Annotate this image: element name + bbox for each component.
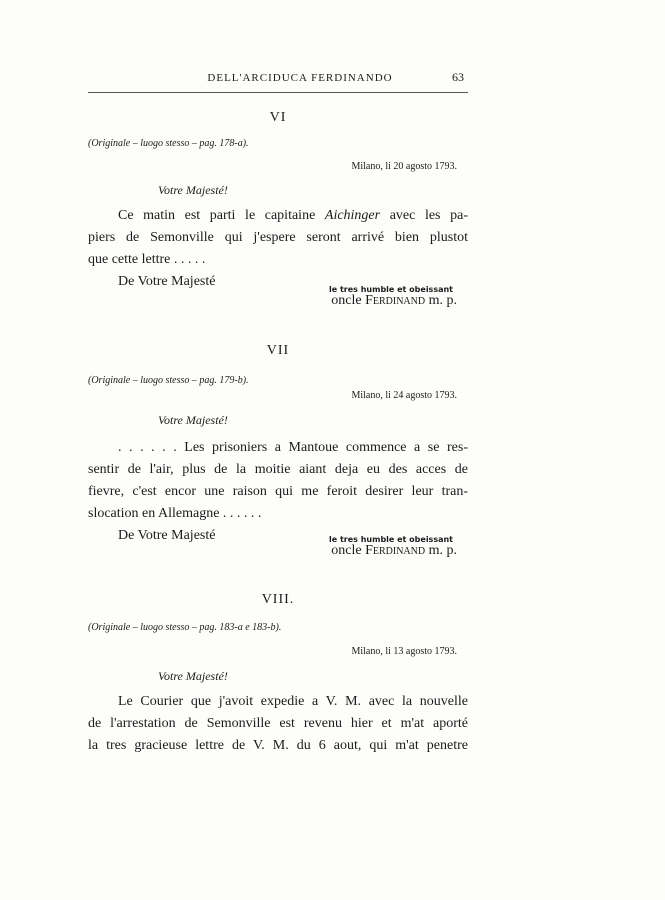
body-line: la tres gracieuse lettre de V. M. du 6 aout, qui m'at penetre	[88, 738, 468, 753]
body-line: slocation en Allemagne . . . . . .	[88, 506, 262, 521]
salutation: Votre Majesté!	[158, 183, 228, 197]
running-header-title: DELL'ARCIDUCA FERDINANDO	[207, 72, 393, 84]
body-line: Ce matin est parti le capitaine Aichinger avec les pa-	[118, 208, 468, 223]
source-citation: (Originale – luogo stesso – pag. 179-b).	[88, 375, 249, 386]
dateline: Milano, li 24 agosto 1793.	[351, 390, 457, 401]
body-line: de l'arrestation de Semonville est revenu hier et m'at aporté	[88, 716, 468, 731]
source-citation: (Originale – luogo stesso – pag. 178-a).	[88, 138, 249, 149]
closing-formula: le tres humble et obeissant	[329, 535, 453, 544]
signature: oncle Ferdinand m. p.	[331, 293, 457, 308]
closing-intro: De Votre Majesté	[118, 274, 216, 289]
letter-numeral: VI	[269, 110, 287, 125]
body-emphasis: Aichinger	[324, 208, 381, 223]
body-line: que cette lettre . . . . .	[88, 252, 206, 267]
body-line: . . . . . . Les prisoniers a Mantoue commence a se res-	[118, 440, 468, 455]
closing-formula: le tres humble et obeissant	[329, 285, 453, 294]
body-line: fievre, c'est encor une raison qui me feroit desirer leur tran-	[88, 484, 468, 499]
letter-numeral: VIII.	[261, 592, 295, 607]
salutation: Votre Majesté!	[158, 413, 228, 427]
page-number: 63	[452, 70, 464, 84]
letter-body	[88, 437, 468, 547]
salutation: Votre Majesté!	[158, 669, 228, 683]
letter-body	[88, 205, 468, 293]
body-line: sentir de l'air, plus de la moitie aiant deja eu des acces de	[88, 462, 468, 477]
letter-body	[88, 691, 468, 757]
body-line: Le Courier que j'avoit expedie a V. M. avec la nouvelle	[118, 694, 468, 709]
body-line: piers de Semonville qui j'espere seront arrivé bien plustot	[88, 230, 468, 245]
source-citation: (Originale – luogo stesso – pag. 183-a e 183-b).	[88, 622, 282, 633]
closing-intro: De Votre Majesté	[118, 528, 216, 543]
signature: oncle Ferdinand m. p.	[331, 543, 457, 558]
letter-numeral: VII	[266, 343, 290, 358]
header-rule	[88, 92, 468, 93]
dateline: Milano, li 13 agosto 1793.	[351, 646, 457, 657]
dateline: Milano, li 20 agosto 1793.	[351, 161, 457, 172]
